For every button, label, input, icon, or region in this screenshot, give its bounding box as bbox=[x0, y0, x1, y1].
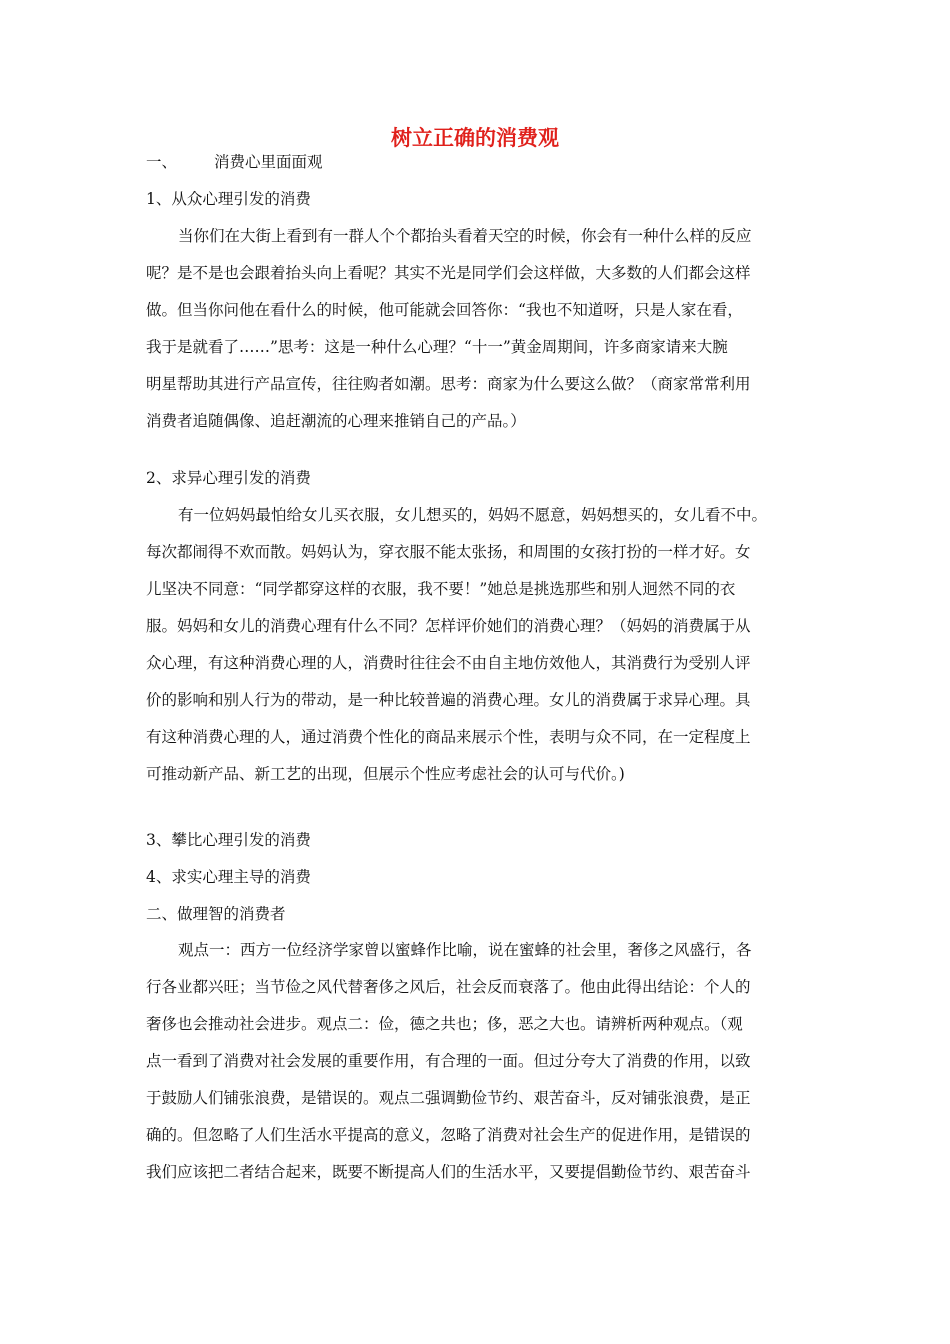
subheading-1 bbox=[146, 181, 808, 218]
subheading-2 bbox=[146, 460, 808, 497]
subheading-3 bbox=[146, 822, 808, 859]
paragraph-line: 点一看到了消费对社会发展的重要作用，有合理的一面。但过分夸大了消费的作用，以致 bbox=[146, 1052, 751, 1070]
paragraph-line: 每次都闹得不欢而散。妈妈认为，穿衣服不能太张扬，和周围的女孩打扮的一样才好。女 bbox=[146, 543, 751, 561]
paragraph-line: 观点一：西方一位经济学家曾以蜜蜂作比喻，说在蜜蜂的社会里，奢侈之风盛行，各 bbox=[178, 941, 752, 959]
paragraph-line: 价的影响和别人行为的带动，是一种比较普遍的消费心理。女儿的消费属于求异心理。具 bbox=[146, 691, 751, 709]
subheading-text: 1、从众心理引发的消费 bbox=[146, 190, 311, 208]
paragraph-line: 众心理，有这种消费心理的人，消费时往往会不由自主地仿效他人，其消费行为受别人评 bbox=[146, 654, 751, 672]
section-number: 一、 bbox=[146, 153, 178, 171]
section-heading-1 bbox=[146, 144, 808, 181]
subheading-text: 2、求异心理引发的消费 bbox=[146, 469, 311, 487]
paragraph-line: 确的。但忽略了人们生活水平提高的意义，忽略了消费对社会生产的促进作用，是错误的 bbox=[146, 1126, 751, 1144]
paragraph-line: 呢？是不是也会跟着抬头向上看呢？其实不光是同学们会这样做，大多数的人们都会这样 bbox=[146, 264, 751, 282]
paragraph-3 bbox=[146, 932, 808, 1191]
paragraph-1 bbox=[146, 218, 808, 440]
paragraph-line: 可推动新产品、新工艺的出现，但展示个性应考虑社会的认可与代价。) bbox=[146, 765, 625, 783]
paragraph-line: 明星帮助其进行产品宣传，往往购者如潮。思考：商家为什么要这么做？（商家常常利用 bbox=[146, 375, 751, 393]
paragraph-line: 有这种消费心理的人，通过消费个性化的商品来展示个性，表明与众不同，在一定程度上 bbox=[146, 728, 751, 746]
paragraph-line: 做。但当你问他在看什么的时候，他可能就会回答你：“我也不知道呀，只是人家在看， bbox=[146, 301, 743, 319]
paragraph-line: 我们应该把二者结合起来，既要不断提高人们的生活水平，又要提倡勤俭节约、艰苦奋斗 bbox=[146, 1163, 751, 1181]
paragraph-line: 行各业都兴旺；当节俭之风代替奢侈之风后，社会反而衰落了。他由此得出结论：个人的 bbox=[146, 978, 751, 996]
section-label: 消费心里面面观 bbox=[214, 153, 323, 171]
section-heading-2 bbox=[146, 896, 808, 933]
subheading-text: 3、攀比心理引发的消费 bbox=[146, 831, 311, 849]
paragraph-line: 于鼓励人们铺张浪费，是错误的。观点二强调勤俭节约、艰苦奋斗，反对铺张浪费，是正 bbox=[146, 1089, 751, 1107]
paragraph-line: 当你们在大街上看到有一群人个个都抬头看着天空的时候，你会有一种什么样的反应 bbox=[178, 227, 752, 245]
paragraph-line: 有一位妈妈最怕给女儿买衣服，女儿想买的，妈妈不愿意，妈妈想买的，女儿看不中。 bbox=[178, 506, 768, 524]
paragraph-line: 奢侈也会推动社会进步。观点二：俭，德之共也；侈，恶之大也。请辨析两种观点。（观 bbox=[146, 1015, 743, 1033]
paragraph-line: 儿坚决不同意：“同学都穿这样的衣服，我不要！”她总是挑选那些和别人迥然不同的衣 bbox=[146, 580, 736, 598]
section-heading-text: 二、做理智的消费者 bbox=[146, 905, 286, 923]
subheading-4 bbox=[146, 859, 808, 896]
paragraph-line: 消费者追随偶像、追赶潮流的心理来推销自己的产品。） bbox=[146, 412, 526, 430]
paragraph-line: 我于是就看了……”思考：这是一种什么心理？“十一”黄金周期间，许多商家请来大腕 bbox=[146, 338, 728, 356]
paragraph-2 bbox=[146, 497, 808, 793]
subheading-text: 4、求实心理主导的消费 bbox=[146, 868, 311, 886]
paragraph-line: 服。妈妈和女儿的消费心理有什么不同？怎样评价她们的消费心理？（妈妈的消费属于从 bbox=[146, 617, 751, 635]
document-title: 树立正确的消费观 bbox=[391, 125, 559, 150]
